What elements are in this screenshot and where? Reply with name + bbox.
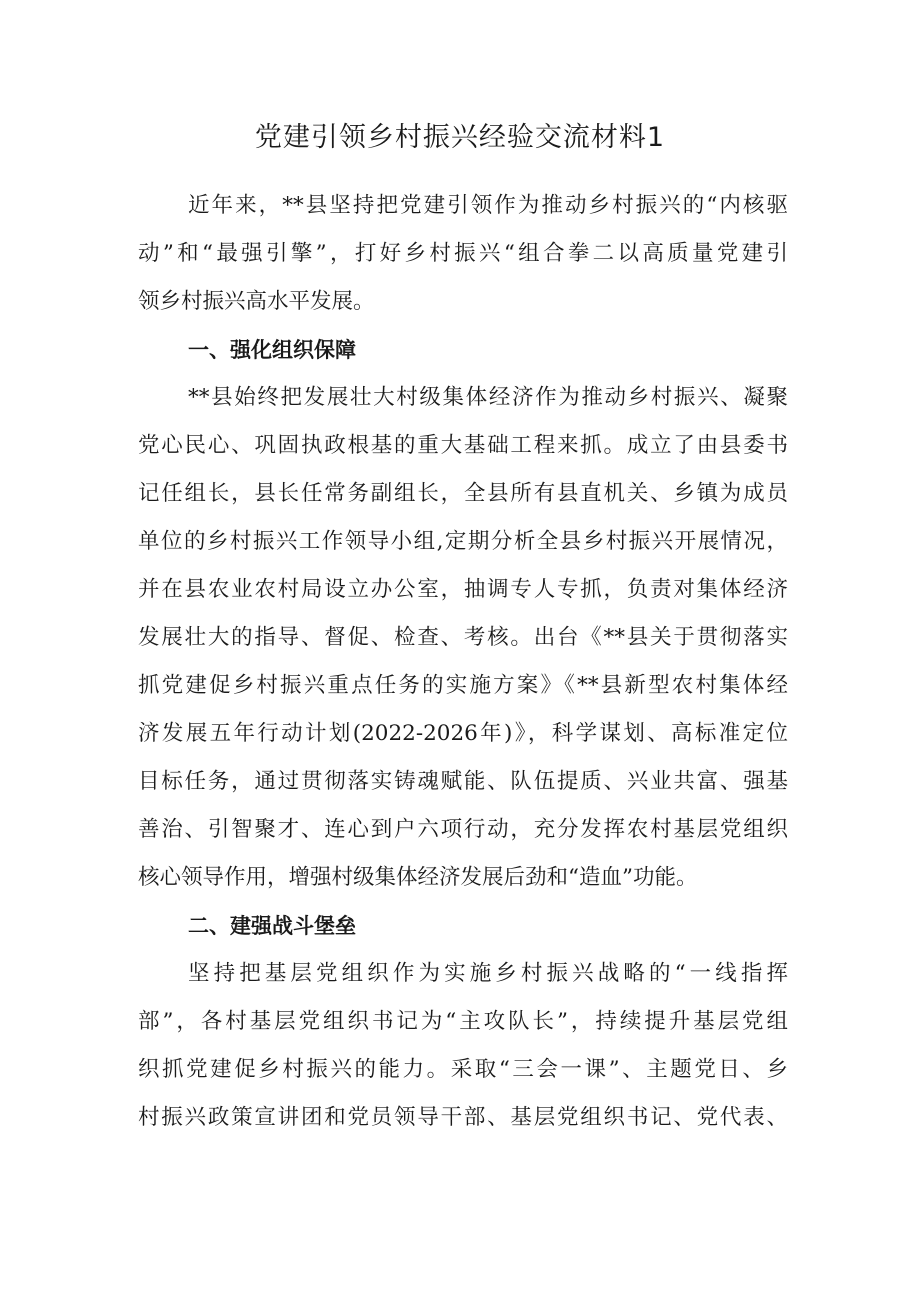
intro-line: 动”和“最强引擎”，打好乡村振兴“组合拳二以高质量党建引 (138, 241, 788, 266)
section2-line: 村振兴政策宣讲团和党员领导干部、基层党组织书记、党代表、 (138, 1105, 788, 1130)
section1-line: 并在县农业农村局设立办公室，抽调专人专抓，负责对集体经济 (138, 577, 788, 602)
section1-line: 抓党建促乡村振兴重点任务的实施方案》《**县新型农村集体经 (138, 673, 788, 698)
section-heading-2: 二、建强战斗堡垒 (188, 914, 356, 938)
section1-line: 单位的乡村振兴工作领导小组,定期分析全县乡村振兴开展情况， (138, 529, 788, 554)
section1-line: **县始终把发展壮大村级集体经济作为推动乡村振兴、凝聚 (188, 385, 788, 410)
section1-line: 党心民心、巩固执政根基的重大基础工程来抓。成立了由县委书 (138, 433, 788, 458)
section1-line: 记任组长，县长任常务副组长，全县所有县直机关、乡镇为成员 (138, 481, 788, 506)
intro-line: 领乡村振兴高水平发展。 (138, 289, 375, 314)
section1-line: 发展壮大的指导、督促、检查、考核。出台《**县关于贯彻落实 (138, 625, 788, 650)
section1-line: 核心领导作用，增强村级集体经济发展后劲和“造血”功能。 (138, 865, 698, 890)
section1-line: 济发展五年行动计划(2022-2026年)》，科学谋划、高标准定位 (138, 721, 788, 746)
section1-line: 善治、引智聚才、连心到户六项行动，充分发挥农村基层党组织 (138, 817, 788, 842)
section2-line: 部”，各村基层党组织书记为“主攻队长”，持续提升基层党组 (138, 1009, 788, 1034)
intro-line: 近年来，**县坚持把党建引领作为推动乡村振兴的“内核驱 (188, 193, 788, 218)
section1-line: 目标任务，通过贯彻落实铸魂赋能、队伍提质、兴业共富、强基 (138, 769, 788, 794)
section-heading-1: 一、强化组织保障 (188, 338, 356, 362)
section2-line: 坚持把基层党组织作为实施乡村振兴战略的“一线指挥 (188, 961, 788, 986)
document-title: 党建引领乡村振兴经验交流材料1 (254, 122, 666, 153)
section2-line: 织抓党建促乡村振兴的能力。采取“三会一课”、主题党日、乡 (138, 1057, 788, 1082)
